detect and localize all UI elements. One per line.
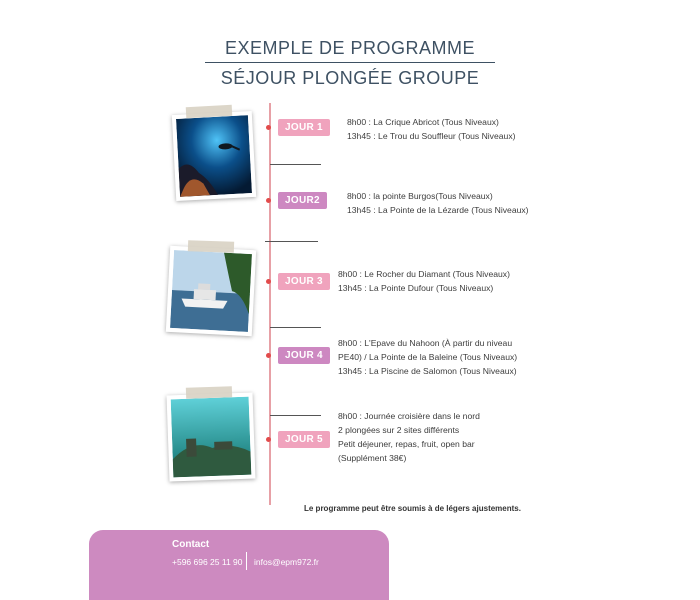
photo-boat (166, 246, 256, 336)
timeline-dot (266, 198, 271, 203)
tape (186, 386, 232, 399)
day-1-description (347, 115, 515, 143)
day-4-line-3: 13h45 : La Piscine de Salomon (Tous Niveaux) (338, 366, 517, 376)
day-4-description (338, 336, 517, 378)
day-4-line-2: PE40) / La Pointe de la Baleine (Tous Niveaux) (338, 352, 518, 362)
photo-diver (172, 111, 256, 201)
separator (265, 241, 318, 242)
contact-phone[interactable]: +596 696 25 11 90 (172, 557, 243, 567)
day-1-line-2: 13h45 : Le Trou du Souffleur (Tous Niveaux) (347, 131, 516, 141)
day-5-description (338, 409, 480, 465)
day-5-line-2: 2 plongées sur 2 sites différents (338, 425, 460, 435)
day-1-line-1: 8h00 : La Crique Abricot (Tous Niveaux) (347, 117, 499, 127)
day-4-badge: JOUR 4 (278, 347, 330, 364)
adjustment-note: Le programme peut être soumis à de légers ajustements. (304, 504, 521, 513)
photo-wreck (167, 393, 256, 482)
day-3-description (338, 267, 510, 295)
day-5-line-1: 8h00 : Journée croisière dans le nord (338, 411, 480, 421)
timeline-dot (266, 279, 271, 284)
contact-email[interactable]: infos@epm972.fr (254, 557, 319, 567)
day-3-line-1: 8h00 : Le Rocher du Diamant (Tous Niveaux) (338, 269, 510, 279)
contact-divider (246, 552, 247, 570)
day-3-line-2: 13h45 : La Pointe Dufour (Tous Niveaux) (338, 283, 494, 293)
timeline-dot (266, 353, 271, 358)
contact-title: Contact (172, 539, 210, 550)
boat-image (170, 250, 252, 332)
timeline-dot (266, 437, 271, 442)
day-5-badge: JOUR 5 (278, 431, 330, 448)
day-2-badge: JOUR2 (278, 192, 327, 209)
separator (270, 415, 321, 416)
day-2-description (347, 189, 529, 217)
timeline-dot (266, 125, 271, 130)
day-3-badge: JOUR 3 (278, 273, 330, 290)
tape (188, 240, 234, 253)
title-line-2: SÉJOUR PLONGÉE GROUPE (220, 68, 480, 88)
day-4-line-1: 8h00 : L'Epave du Nahoon (À partir du niveau (338, 338, 513, 348)
contact-panel (89, 530, 389, 600)
title-line-1: EXEMPLE DE PROGRAMME (224, 38, 476, 58)
diver-image (176, 115, 252, 197)
day-5-line-4: (Supplément 38€) (338, 453, 407, 463)
day-5-line-3: Petit déjeuner, repas, fruit, open bar (338, 439, 475, 449)
day-2-line-2: 13h45 : La Pointe de la Lézarde (Tous Niveaux) (347, 205, 529, 215)
day-1-badge: JOUR 1 (278, 119, 330, 136)
wreck-image (171, 397, 252, 478)
day-2-line-1: 8h00 : la pointe Burgos(Tous Niveaux) (347, 191, 493, 201)
title-divider (205, 62, 495, 63)
separator (270, 327, 321, 328)
separator (270, 164, 321, 165)
